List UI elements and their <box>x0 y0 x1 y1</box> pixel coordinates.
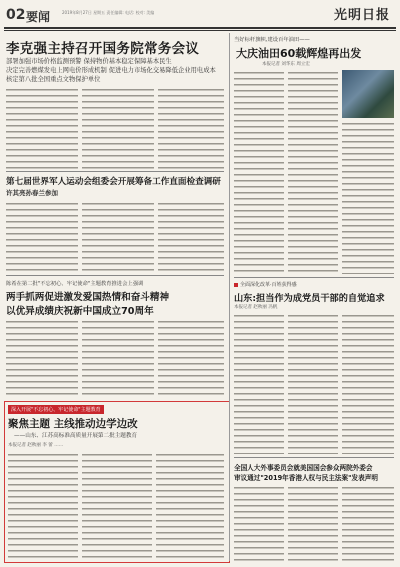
education-byline: 本报记者 赵秋丽 李 蕾 …… <box>8 443 64 448</box>
divider <box>6 275 224 276</box>
human-rights-body-col-2 <box>288 485 338 561</box>
divider <box>6 171 224 172</box>
daqing-byline: 本报记者 刘华东 周立宏 <box>262 62 310 67</box>
header-meta: 2019年8月27日 星期五 责任编辑: 电话: 校对: 美编 <box>62 10 155 15</box>
news-photo <box>342 70 394 118</box>
lead-title[interactable]: 李克强主持召开国务院常务会议 <box>6 41 200 57</box>
page-number: 02 <box>6 7 26 23</box>
newspaper-logo: 光明日报 <box>333 8 390 23</box>
military-title[interactable]: 第七届世界军人运动会组委会开展筹备工作直面检查调研 <box>6 177 221 187</box>
header-rule <box>4 27 396 29</box>
lead-subtitle-3: 核定第八批全国重点文物保护单位 <box>6 76 101 83</box>
chen-title-1[interactable]: 两手抓两促进激发爱国热情和奋斗精神 <box>6 292 170 303</box>
shandong-body-col-1 <box>234 313 284 454</box>
chen-body-col-3 <box>158 319 224 395</box>
square-bullet-icon <box>234 283 238 287</box>
section-name: 要闻 <box>26 10 51 24</box>
daqing-kicker: 当好标杆旗帜,建设百年油田—— <box>234 37 310 43</box>
chen-body-col-2 <box>82 319 154 395</box>
education-body-col-2 <box>82 452 152 558</box>
human-rights-body-col-1 <box>234 485 284 561</box>
lead-subtitle-2: 决定完善燃煤发电上网电价形成机制 促进电力市场化交易降低企业用电成本 <box>6 67 216 74</box>
education-body-col-3 <box>156 452 224 558</box>
chen-title-2[interactable]: 以优异成绩庆祝新中国成立70周年 <box>6 306 154 317</box>
shandong-title[interactable]: 山东:担当作为成党员干部的自觉追求 <box>234 293 385 304</box>
lead-body-col-2 <box>82 87 154 169</box>
education-kicker: 深入开展"不忘初心、牢记使命"主题教育 <box>8 405 104 414</box>
human-rights-body-col-3 <box>342 485 394 561</box>
divider <box>234 457 394 458</box>
header-rule-thin <box>4 30 396 31</box>
chen-kicker: 陈希在第二批"不忘初心、牢记使命"主题教育推进会上强调 <box>6 281 144 287</box>
education-kicker-bar <box>8 405 104 414</box>
lead-body-col-1 <box>6 87 78 169</box>
shandong-byline: 本报记者 赵秋丽 冯帆 <box>234 305 278 310</box>
human-rights-title-2[interactable]: 审议通过"2019年香港人权与民主法案"发表声明 <box>234 474 378 482</box>
military-byline: 许其亮孙春兰参加 <box>6 189 58 197</box>
daqing-body-col-3 <box>342 121 394 274</box>
lead-subtitle-1: 部署加强市场价格监测预警 保持物价基本稳定保障基本民生 <box>6 58 172 65</box>
chen-body-col-1 <box>6 319 78 395</box>
human-rights-title-1[interactable]: 全国人大外事委员会就美国国会参众两院外委会 <box>234 464 373 472</box>
military-body-col-2 <box>82 201 154 273</box>
shandong-body-col-3 <box>342 313 394 454</box>
shandong-kicker-wrap <box>234 281 297 288</box>
shandong-kicker: 全面深化改革·百姓获得感 <box>240 282 297 288</box>
military-body-col-1 <box>6 201 78 273</box>
lead-body-col-3 <box>158 87 224 169</box>
education-subtitle: ——山东、江苏高标准高质量开展第二批主题教育 <box>14 433 138 439</box>
column-divider <box>229 33 230 561</box>
military-body-col-3 <box>158 201 224 273</box>
daqing-body-col-2 <box>288 70 338 274</box>
education-title[interactable]: 聚焦主题 主线推动边学边改 <box>8 418 138 430</box>
daqing-body-col-1 <box>234 70 284 274</box>
daqing-title[interactable]: 大庆油田60载辉煌再出发 <box>236 47 362 60</box>
shandong-body-col-2 <box>288 313 338 454</box>
education-body-col-1 <box>8 452 78 558</box>
divider <box>234 277 394 278</box>
